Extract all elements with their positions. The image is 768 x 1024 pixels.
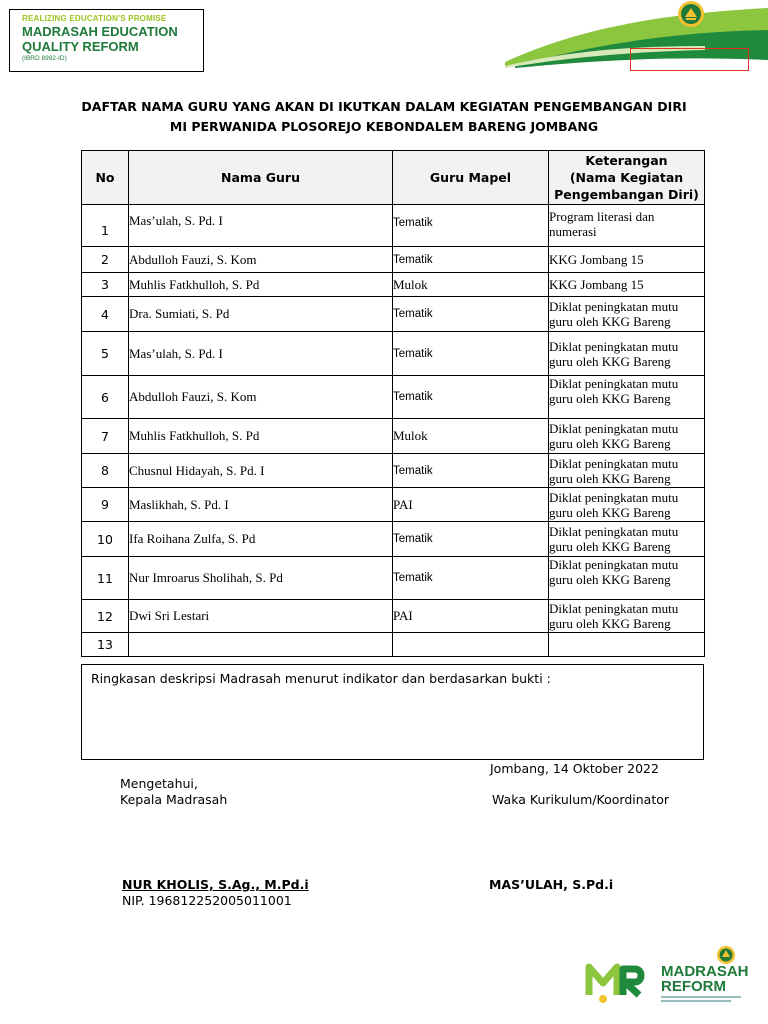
table-row [82,488,705,522]
table-row [82,454,705,488]
cell-mapel: Mulok [393,419,549,454]
cell-no: 12 [82,600,129,633]
cell-nama: Nur Imroarus Sholihah, S. Pd [129,557,393,600]
cell-no: 8 [82,454,129,488]
cell-nama: Dwi Sri Lestari [129,600,393,633]
cell-no: 1 [82,205,129,247]
cell-nama: Dra. Sumiati, S. Pd [129,297,393,332]
cell-keterangan [549,557,705,600]
ket-line-1: Diklat peningkatan mutu [549,557,679,572]
table-row [82,633,705,657]
madrasah-reform-logo [9,9,204,72]
cell-nama: Muhlis Fatkhulloh, S. Pd [129,419,393,454]
footer-logo-subtext-line [661,996,741,998]
table-row [82,376,705,419]
header-red-box [630,48,749,71]
kepala-madrasah-title: Kepala Madrasah [120,792,228,807]
cell-nama: Abdulloh Fauzi, S. Kom [129,376,393,419]
cell-mapel: Tematik [393,454,549,488]
cell-no: 3 [82,273,129,297]
ket-line-1: Diklat peningkatan mutu [549,376,679,391]
header-ket-line-3: Pengembangan Diri) [554,187,699,202]
cell-nama: Chusnul Hidayah, S. Pd. I [129,454,393,488]
cell-no: 4 [82,297,129,332]
cell-no: 2 [82,247,129,273]
ket-line-1: KKG Jombang 15 [549,252,644,267]
document-title-line-1: DAFTAR NAMA GURU YANG AKAN DI IKUTKAN DALAM KEGIATAN PENGEMBANGAN DIRI [81,99,687,114]
table-row [82,273,705,297]
cell-keterangan [549,273,705,297]
cell-nama: Maslikhah, S. Pd. I [129,488,393,522]
cell-keterangan [549,419,705,454]
mengetahui-label: Mengetahui, [120,776,198,791]
cell-mapel: Tematik [393,297,549,332]
ket-line-2: guru oleh KKG Bareng [549,391,671,406]
kepala-name: NUR KHOLIS, S.Ag., M.Pd.i [122,877,309,892]
table-row [82,522,705,557]
table-row [82,297,705,332]
ket-line-2: guru oleh KKG Bareng [549,572,671,587]
ket-line-1: Program literasi dan [549,209,655,224]
table-row [82,332,705,376]
cell-nama: Mas’ulah, S. Pd. I [129,205,393,247]
table-row [82,205,705,247]
cell-mapel: Tematik [393,205,549,247]
mr-logo-icon [585,955,647,1005]
cell-mapel: PAI [393,600,549,633]
footer-logo-subtext-line [661,1000,731,1002]
cell-nama: Abdulloh Fauzi, S. Kom [129,247,393,273]
header-ket-line-1: Keterangan [585,153,668,168]
cell-keterangan [549,488,705,522]
ket-line-1: Diklat peningkatan mutu [549,601,679,616]
cell-mapel: Mulok [393,273,549,297]
kepala-nip: NIP. 196812252005011001 [122,893,292,908]
ket-line-2: guru oleh KKG Bareng [549,436,671,451]
cell-mapel: Tematik [393,557,549,600]
cell-no: 11 [82,557,129,600]
cell-nama [129,633,393,657]
cell-keterangan [549,633,705,657]
header-no: No [82,151,129,205]
cell-nama: Ifa Roihana Zulfa, S. Pd [129,522,393,557]
ket-line-2: guru oleh KKG Bareng [549,616,671,631]
logo-line-1: MADRASAH EDUCATION [22,24,178,39]
ringkasan-label: Ringkasan deskripsi Madrasah menurut indikator dan berdasarkan bukti : [91,671,551,686]
footer-logo-line-1: MADRASAH [661,963,749,980]
teacher-table [81,150,705,657]
waka-name: MAS’ULAH, S.Pd.i [489,877,614,892]
cell-keterangan [549,454,705,488]
cell-mapel: Tematik [393,247,549,273]
header-nama-guru: Nama Guru [129,151,393,205]
cell-keterangan [549,600,705,633]
cell-no: 9 [82,488,129,522]
header-keterangan [549,151,705,205]
cell-mapel: Tematik [393,332,549,376]
ket-line-2: guru oleh KKG Bareng [549,470,671,486]
table-row [82,557,705,600]
ket-line-1: Diklat peningkatan mutu [549,524,679,539]
logo-line-3: (IBRD 8992-ID) [22,55,67,62]
cell-keterangan [549,522,705,557]
cell-mapel: Tematik [393,522,549,557]
madrasah-reform-footer-logo [585,945,749,1005]
ket-line-1: Diklat peningkatan mutu [549,489,679,505]
cell-nama: Muhlis Fatkhulloh, S. Pd [129,273,393,297]
cell-no: 13 [82,633,129,657]
logo-line-2: QUALITY REFORM [22,39,139,54]
header-ket-line-2: (Nama Kegiatan [569,170,684,185]
cell-keterangan [549,205,705,247]
ringkasan-box [81,664,704,760]
document-title-line-2: MI PERWANIDA PLOSOREJO KEBONDALEM BARENG JOMBANG [169,119,599,134]
ket-line-1: Diklat peningkatan mutu [549,338,679,354]
kemenag-emblem-icon [716,945,736,965]
ket-line-1: KKG Jombang 15 [549,277,644,292]
ket-line-1: Diklat peningkatan mutu [549,299,679,314]
header-guru-mapel: Guru Mapel [393,151,549,205]
cell-no: 6 [82,376,129,419]
cell-mapel: Tematik [393,376,549,419]
cell-keterangan [549,247,705,273]
cell-keterangan [549,376,705,419]
cell-no: 5 [82,332,129,376]
table-row [82,247,705,273]
cell-no: 10 [82,522,129,557]
ket-line-2: guru oleh KKG Bareng [549,539,671,554]
logo-tagline: REALIZING EDUCATION'S PROMISE [22,14,167,23]
cell-mapel: PAI [393,488,549,522]
cell-no: 7 [82,419,129,454]
ket-line-2: numerasi [549,224,597,239]
place-date: Jombang, 14 Oktober 2022 [490,761,659,776]
footer-logo-line-2: REFORM [661,978,726,995]
cell-nama: Mas’ulah, S. Pd. I [129,332,393,376]
ket-line-1: Diklat peningkatan mutu [549,455,679,471]
cell-keterangan [549,297,705,332]
cell-keterangan [549,332,705,376]
ket-line-2: guru oleh KKG Bareng [549,314,671,329]
cell-mapel [393,633,549,657]
ket-line-2: guru oleh KKG Bareng [549,504,671,520]
table-row [82,419,705,454]
ket-line-1: Diklat peningkatan mutu [549,421,679,436]
ket-line-2: guru oleh KKG Bareng [549,353,671,369]
waka-kurikulum-title: Waka Kurikulum/Koordinator [492,792,670,807]
table-row [82,600,705,633]
table-header-row [82,151,705,205]
